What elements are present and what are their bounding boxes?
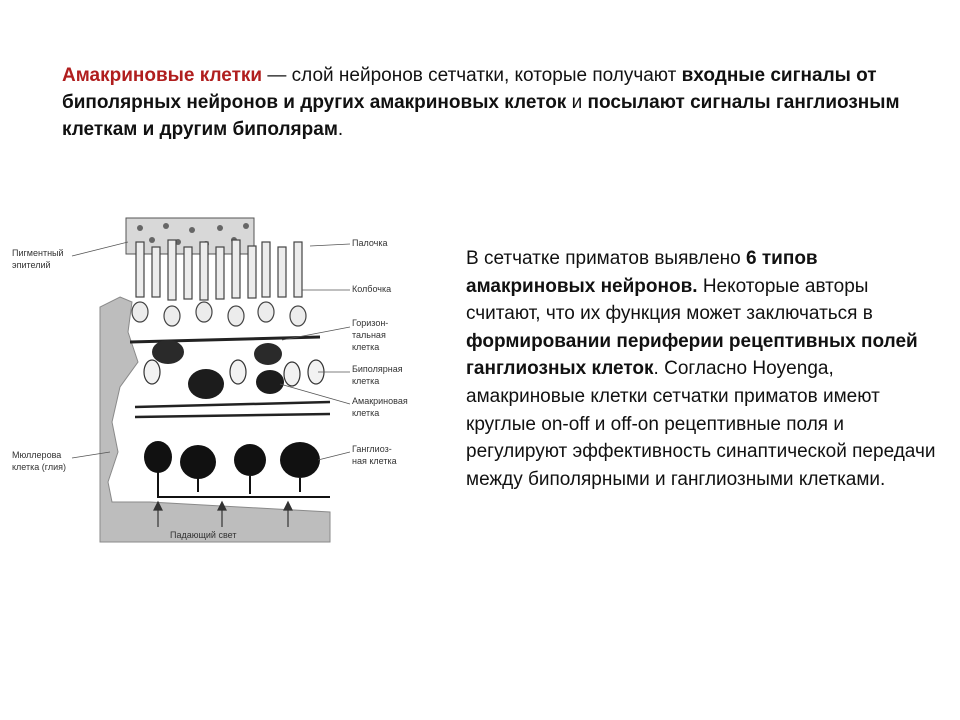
intro-end: . bbox=[337, 119, 344, 140]
muller-glia-shape bbox=[100, 297, 330, 542]
label-ganglion-1: Ганглиоз- bbox=[352, 444, 392, 454]
term-amacrine-cells: Амакриновые клетки bbox=[62, 65, 263, 86]
label-horizontal-3: клетка bbox=[352, 342, 380, 352]
label-amacrine-1: Амакриновая bbox=[352, 396, 408, 406]
label-bipolar-1: Биполярная bbox=[352, 364, 403, 374]
bipolar-cells bbox=[144, 360, 324, 386]
label-incident-light: Падающий свет bbox=[170, 530, 237, 540]
intro-conj: и bbox=[566, 92, 588, 113]
retina-illustration bbox=[0, 212, 440, 552]
intro-dash-text: — слой нейронов сетчатки, которые получают bbox=[262, 65, 682, 86]
horizontal-cells bbox=[130, 337, 320, 365]
intro-bold-output: посылают сигналы ганглиозным клеткам и другим биполярам bbox=[62, 92, 900, 140]
label-pigment-epithelium-1: Пигментный bbox=[12, 248, 64, 258]
body-text-2: Некоторые авторы считают, что их функция может заключаться в bbox=[466, 275, 873, 325]
label-ganglion-2: ная клетка bbox=[352, 456, 397, 466]
label-rod: Палочка bbox=[352, 238, 388, 248]
label-cone: Колбочка bbox=[352, 284, 392, 294]
body-text-3: . Согласно Hoyenga, амакриновые клетки сетчатки приматов имеют круглые on-off и off-on рецептивные поля и регулируют эффективность синаптической передачи между биполярными и ганглиозными клетками. bbox=[466, 358, 936, 490]
label-amacrine-2: клетка bbox=[352, 408, 380, 418]
label-muller-cell-2: клетка (глия) bbox=[12, 462, 66, 472]
label-horizontal-1: Горизон- bbox=[352, 318, 389, 328]
label-bipolar-2: клетка bbox=[352, 376, 380, 386]
label-pigment-epithelium-2: эпителий bbox=[12, 260, 51, 270]
right-leader-lines bbox=[280, 244, 350, 460]
body-bold-1: 6 типов амакриновых нейронов. bbox=[466, 248, 818, 297]
photoreceptors bbox=[132, 240, 306, 326]
label-muller-cell-1: Мюллерова bbox=[12, 450, 62, 460]
body-paragraph bbox=[466, 245, 936, 493]
label-horizontal-2: тальная bbox=[352, 330, 386, 340]
intro-paragraph bbox=[62, 62, 932, 143]
ganglion-cells bbox=[144, 441, 330, 497]
intro-bold-input: входные сигналы от биполярных нейронов и других амакриновых клеток bbox=[62, 65, 877, 113]
retina-diagram bbox=[0, 212, 440, 552]
body-text-1: В сетчатке приматов выявлено bbox=[466, 248, 747, 269]
body-bold-2: формировании периферии рецептивных полей ганглиозных клеток bbox=[466, 330, 918, 380]
